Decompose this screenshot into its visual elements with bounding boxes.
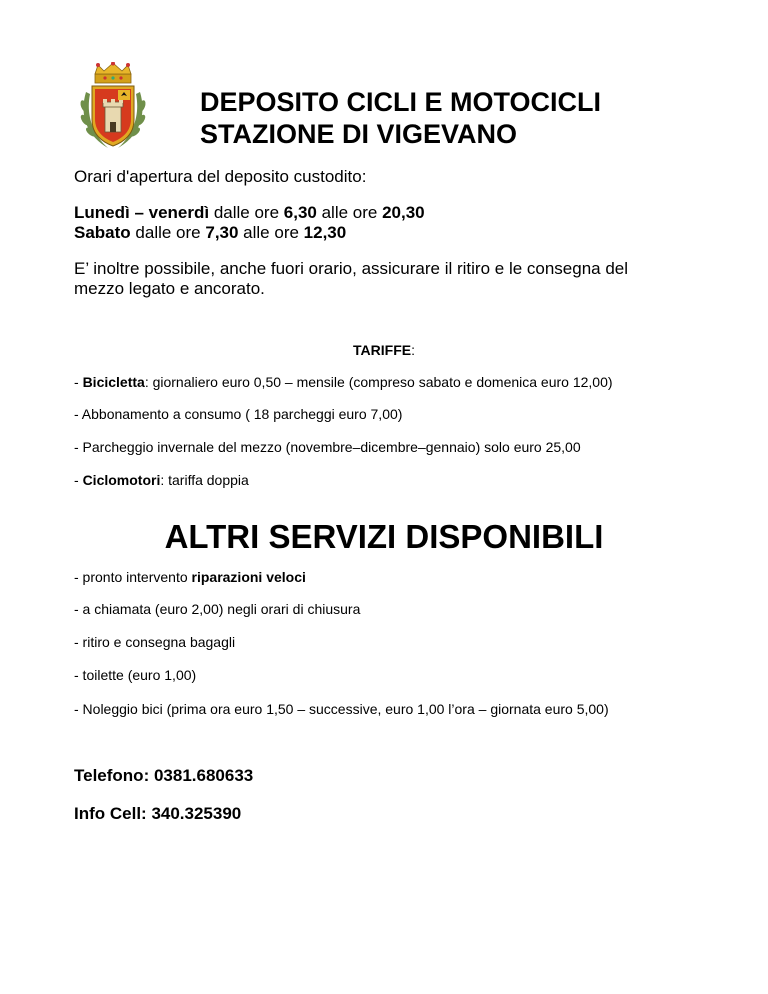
saturday-day: Sabato	[74, 223, 131, 242]
services-heading: ALTRI SERVIZI DISPONIBILI	[164, 518, 604, 555]
service-item-on-call: - a chiamata (euro 2,00) negli orari di chiusura	[74, 601, 361, 617]
tariffs-heading-colon: :	[411, 342, 415, 358]
tariff-mopeds-label: Ciclomotori	[82, 472, 161, 488]
hours-intro: Orari d'apertura del deposito custodito:	[74, 167, 367, 186]
saturday-text-1: dalle ore	[130, 223, 206, 242]
tariff-item-bicycle	[74, 374, 613, 391]
saturday-close: 12,30	[303, 223, 347, 242]
service-repairs-bold: riparazioni veloci	[191, 569, 306, 585]
shield-icon	[92, 86, 134, 146]
service-item-luggage: - ritiro e consegna bagagli	[74, 634, 236, 650]
weekday-close: 20,30	[382, 203, 425, 222]
saturday-text-2: alle ore	[238, 223, 304, 242]
weekday-days: Lunedì – venerdì	[74, 203, 210, 222]
service-item-toilet: - toilette (euro 1,00)	[74, 667, 197, 683]
note-line-1: E’ inoltre possibile, anche fuori orario, assicurare il ritiro e le consegna del	[74, 259, 629, 278]
weekday-open: 6,30	[283, 203, 317, 222]
tariff-dash: -	[74, 472, 83, 488]
service-repairs-text: - pronto intervento	[74, 569, 192, 585]
title-line-1: DEPOSITO CICLI E MOTOCICLI	[200, 87, 602, 117]
saturday-open: 7,30	[205, 223, 239, 242]
crown-icon	[95, 62, 131, 83]
title-line-2: STAZIONE DI VIGEVANO	[200, 119, 518, 149]
service-item-bike-rental: - Noleggio bici (prima ora euro 1,50 – successive, euro 1,00 l’ora – giornata euro 5,00)	[74, 701, 609, 717]
weekday-text-2: alle ore	[316, 203, 383, 222]
tariffs-heading-label: TARIFFE	[353, 342, 412, 358]
tariff-bicycle-label: Bicicletta	[82, 374, 145, 390]
tariff-dash: -	[74, 374, 83, 390]
tariffs-heading	[0, 342, 768, 359]
weekday-hours	[74, 202, 425, 223]
coat-of-arms-logo	[78, 62, 148, 156]
tariff-bicycle-text: : giornaliero euro 0,50 – mensile (compreso sabato e domenica euro 12,00)	[144, 374, 613, 390]
service-item-repairs	[74, 569, 306, 586]
page-title	[200, 86, 601, 150]
note-line-2: mezzo legato e ancorato.	[74, 279, 265, 298]
phone-number: Telefono: 0381.680633	[74, 766, 254, 785]
tariff-item-winter: - Parcheggio invernale del mezzo (novembre–dicembre–gennaio) solo euro 25,00	[74, 439, 581, 455]
weekday-text-1: dalle ore	[209, 203, 284, 222]
tariff-mopeds-text: : tariffa doppia	[160, 472, 249, 488]
tariff-item-subscription: - Abbonamento a consumo ( 18 parcheggi euro 7,00)	[74, 406, 403, 422]
tariff-item-mopeds	[74, 472, 249, 489]
saturday-hours	[74, 222, 346, 243]
cell-number: Info Cell: 340.325390	[74, 804, 242, 823]
